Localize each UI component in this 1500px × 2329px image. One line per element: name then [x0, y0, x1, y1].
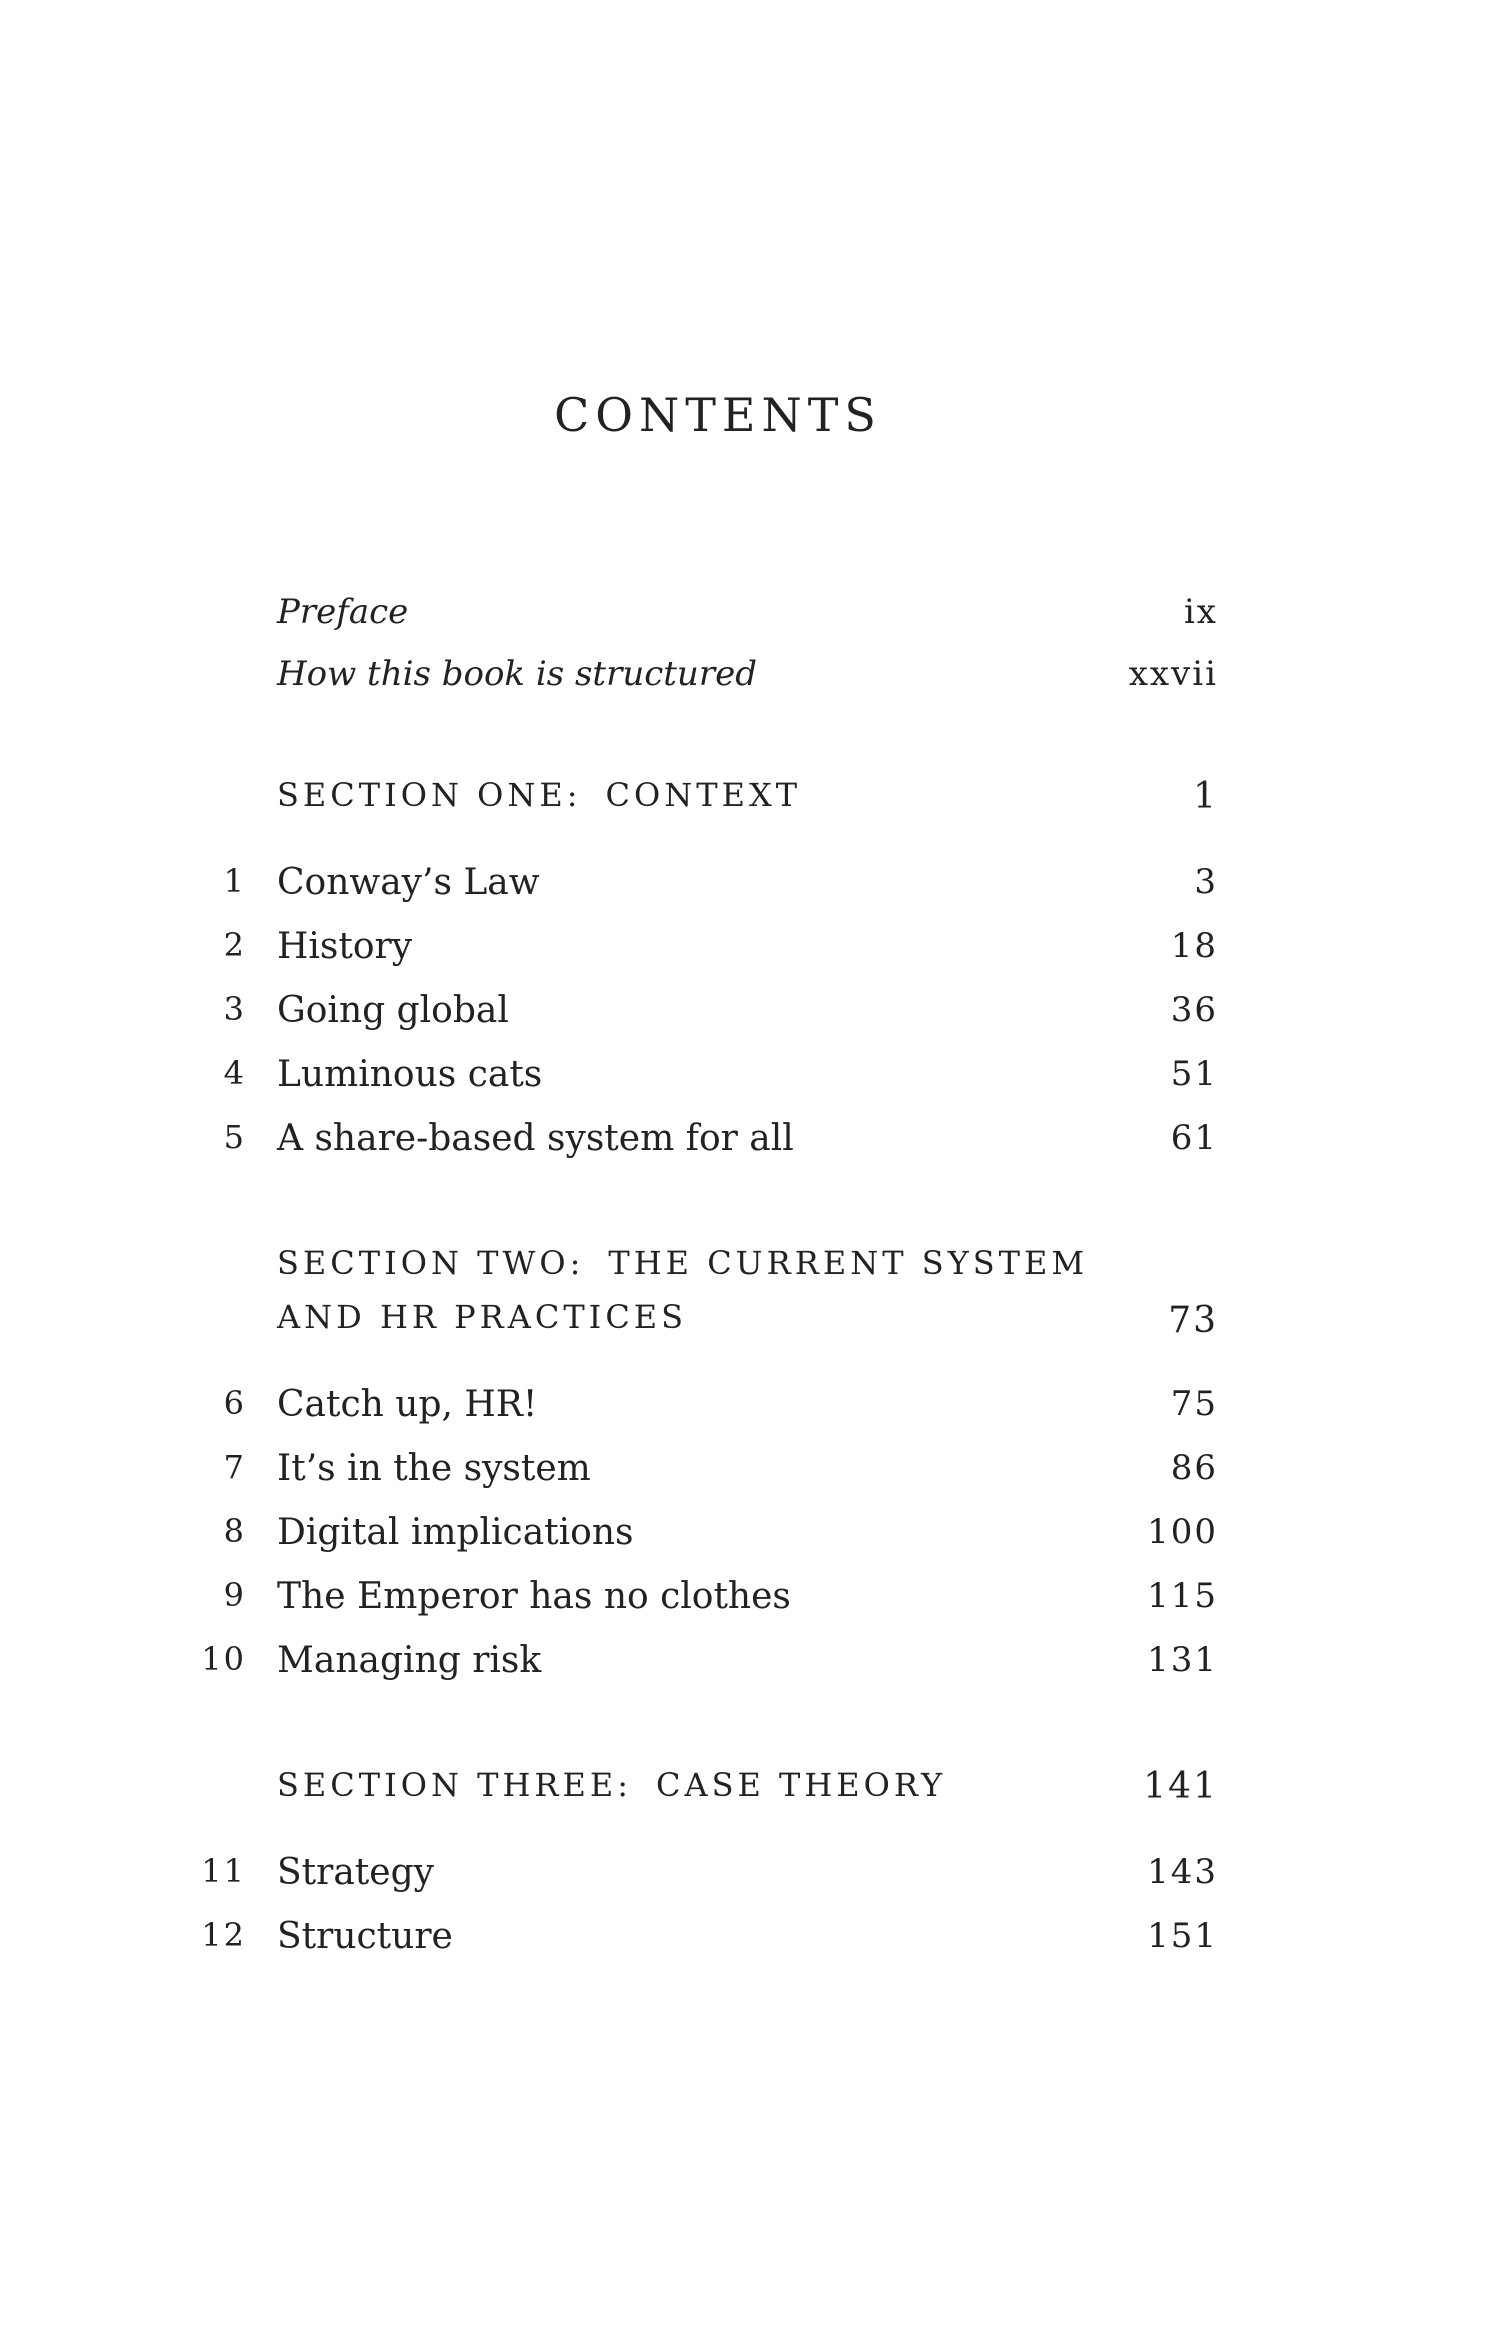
- chapter-title: A share-based system for all: [277, 1118, 794, 1159]
- chapter-page: 115: [1147, 1576, 1218, 1616]
- section-number: SECTION THREE:: [277, 1766, 632, 1804]
- chapter-entry[interactable]: [0, 1118, 1500, 1178]
- chapter-page: 86: [1170, 1448, 1218, 1488]
- chapter-number: 9: [223, 1576, 246, 1614]
- section-name: CASE THEORY: [656, 1766, 947, 1804]
- chapter-page: 36: [1170, 990, 1218, 1030]
- chapter-number: 3: [223, 990, 246, 1028]
- chapter-number: 10: [201, 1640, 246, 1678]
- section-number: SECTION ONE:: [277, 776, 582, 814]
- toc-entry-structure[interactable]: [0, 654, 1500, 714]
- chapter-entry[interactable]: [0, 926, 1500, 986]
- chapter-page: 100: [1147, 1512, 1218, 1552]
- chapter-title: Digital implications: [277, 1512, 634, 1553]
- chapter-entry[interactable]: [0, 1576, 1500, 1636]
- chapter-number: 5: [223, 1118, 246, 1156]
- section-label: [277, 776, 801, 814]
- chapter-page: 151: [1147, 1916, 1218, 1956]
- chapter-page: 51: [1170, 1054, 1218, 1094]
- chapter-entry[interactable]: [0, 1384, 1500, 1444]
- section-heading-three[interactable]: [0, 1766, 1500, 1826]
- chapter-title: Managing risk: [277, 1640, 542, 1681]
- toc-entry-page: ix: [1183, 592, 1218, 632]
- chapter-title: Luminous cats: [277, 1054, 543, 1095]
- chapter-page: 3: [1194, 862, 1218, 902]
- toc-entry-preface[interactable]: [0, 592, 1500, 652]
- chapter-entry[interactable]: [0, 1448, 1500, 1508]
- chapter-number: 7: [223, 1448, 246, 1486]
- section-heading-one[interactable]: [0, 776, 1500, 836]
- section-page: 141: [1143, 1766, 1218, 1807]
- page-title: CONTENTS: [554, 388, 882, 442]
- chapter-entry[interactable]: [0, 1512, 1500, 1572]
- section-page: 73: [1168, 1300, 1218, 1341]
- chapter-entry[interactable]: [0, 1852, 1500, 1912]
- section-label: [277, 1244, 1088, 1282]
- chapter-page: 18: [1170, 926, 1218, 966]
- chapter-title: Catch up, HR!: [277, 1384, 538, 1425]
- section-name: CONTEXT: [605, 776, 802, 814]
- chapter-number: 1: [223, 862, 246, 900]
- chapter-page: 61: [1170, 1118, 1218, 1158]
- chapter-entry[interactable]: [0, 1916, 1500, 1976]
- chapter-number: 2: [223, 926, 246, 964]
- chapter-entry[interactable]: [0, 862, 1500, 922]
- toc-entry-title: Preface: [277, 592, 409, 632]
- chapter-number: 11: [201, 1852, 246, 1890]
- section-number: SECTION TWO:: [277, 1244, 585, 1282]
- toc-entry-title: How this book is structured: [277, 654, 757, 694]
- section-heading-two[interactable]: [0, 1244, 1500, 1354]
- chapter-number: 12: [201, 1916, 246, 1954]
- chapter-entry[interactable]: [0, 1640, 1500, 1700]
- chapter-title: Conway’s Law: [277, 862, 540, 903]
- chapter-page: 75: [1170, 1384, 1218, 1424]
- chapter-title: The Emperor has no clothes: [277, 1576, 791, 1617]
- chapter-title: History: [277, 926, 413, 967]
- chapter-number: 6: [223, 1384, 246, 1422]
- section-name: THE CURRENT SYSTEM: [608, 1244, 1089, 1282]
- chapter-number: 8: [223, 1512, 246, 1550]
- chapter-title: It’s in the system: [277, 1448, 591, 1489]
- chapter-page: 131: [1147, 1640, 1218, 1680]
- section-page: 1: [1193, 776, 1218, 817]
- chapter-entry[interactable]: [0, 990, 1500, 1050]
- chapter-title: Going global: [277, 990, 509, 1031]
- chapter-title: Strategy: [277, 1852, 434, 1893]
- chapter-title: Structure: [277, 1916, 453, 1957]
- section-label: [277, 1766, 946, 1804]
- section-name-continued: AND HR PRACTICES: [277, 1298, 688, 1336]
- chapter-number: 4: [223, 1054, 246, 1092]
- chapter-entry[interactable]: [0, 1054, 1500, 1114]
- chapter-page: 143: [1147, 1852, 1218, 1892]
- toc-entry-page: xxvii: [1128, 654, 1218, 694]
